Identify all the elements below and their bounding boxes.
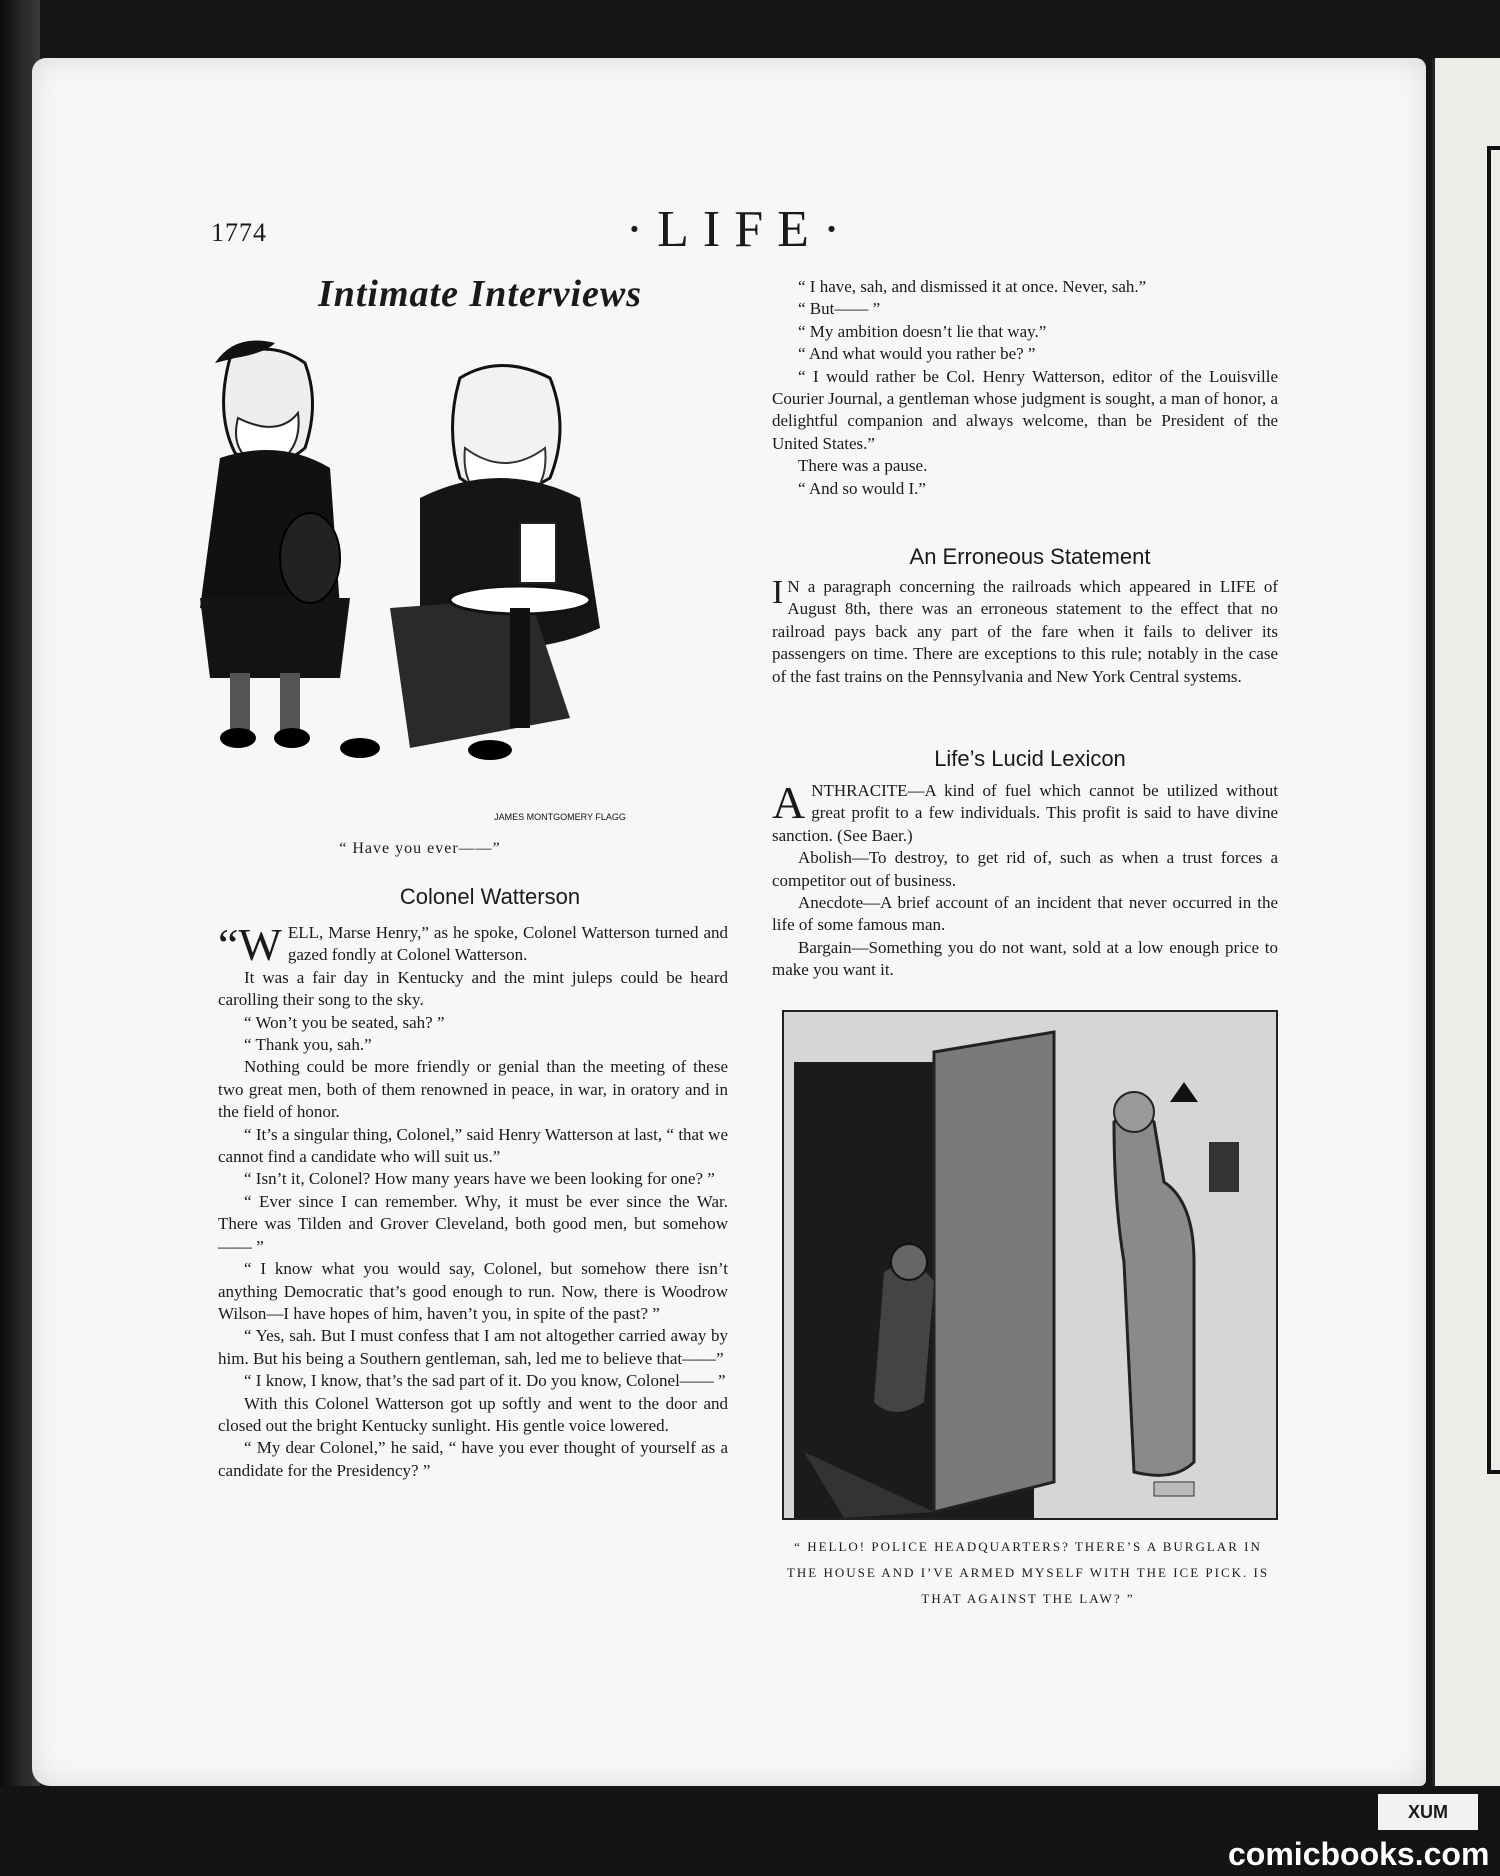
- paragraph: It was a fair day in Kentucky and the mint juleps could be heard carolling their song to the sky.: [218, 967, 728, 1010]
- paragraph: With this Colonel Watterson got up softly and went to the door and closed out the bright Kentucky sunlight. His gentle voice lowered.: [218, 1393, 728, 1435]
- watermark: comicbooks.com: [1228, 1836, 1490, 1872]
- paragraph: “ I know what you would say, Colonel, but somehow there isn’t anything Democratic that’s good enough to run. Now, there is Woodrow Wilson—I have hopes of him, haven’t you, in spite of the past? ”: [218, 1259, 728, 1323]
- paragraph: “ My dear Colonel,” he said, “ have you ever thought of yourself as a candidate for the Presidency? ”: [218, 1438, 728, 1480]
- section-title-erroneous: An Erroneous Statement: [909, 544, 1151, 569]
- paragraph: “ And so would I.”: [798, 478, 926, 498]
- paragraph: “ And what would you rather be? ”: [798, 344, 1036, 364]
- facing-page-edge: [1432, 58, 1500, 1786]
- seated-colonel-figure: [340, 366, 600, 761]
- erroneous-statement-text: I N a paragraph concerning the railroads which appeared in LIFE of August 8th, there was an erroneous statement to the effect that no railroad pays back any part of the fare when it fails to deliver its passengers on time. There are exceptions to this rule; notably in the case of the fast trains on the Pennsylvania and New York Central systems.: [772, 574, 1278, 686]
- standing-colonel-figure: [200, 341, 350, 749]
- paragraph: “ But—— ”: [798, 299, 881, 319]
- drop-cap-i: I: [772, 574, 784, 611]
- section-title-lexicon: Life’s Lucid Lexicon: [934, 746, 1126, 771]
- cartoon-signature: JAMES MONTGOMERY FLAGG: [494, 812, 626, 822]
- paragraph: “ Ever since I can remember. Why, it must be ever since the War. There was Tilden and Grover Cleveland, both good men, but somehow—— ”: [218, 1191, 728, 1256]
- article-title: Intimate Interviews: [317, 273, 643, 315]
- paragraph: “ My ambition doesn’t lie that way.”: [798, 321, 1047, 341]
- burglar-illustration: [782, 1010, 1278, 1520]
- paragraph: Nothing could be more friendly or genial than the meeting of these two great men, both of them renowned in peace, in war, in oratory and in the field of honor.: [218, 1057, 728, 1122]
- page-number: 1774: [211, 218, 267, 247]
- drop-cap-a: A: [772, 777, 806, 828]
- lexicon-entry: Abolish—To destroy, to get rid of, such as when a trust forces a competitor out of business.: [772, 848, 1278, 890]
- illustration-caption: “ HELLO! POLICE HEADQUARTERS? THERE’S A BURGLAR IN THE HOUSE AND I’VE ARMED MYSELF WITH THE ICE PICK. IS THAT AGAINST THE LAW? ”: [786, 1539, 1270, 1606]
- paragraph: “ Yes, sah. But I must confess that I am not altogether carried away by him. But his being a Southern gentleman, sah, led me to believe that——”: [218, 1326, 728, 1368]
- paragraph: There was a pause.: [798, 456, 928, 476]
- cartoon-caption: “ Have you ever——”: [339, 840, 501, 857]
- section-title-watterson: Colonel Watterson: [399, 884, 581, 909]
- paragraph: “ Won’t you be seated, sah? ”: [244, 1012, 445, 1032]
- paragraph: “ I have, sah, and dismissed it at once. Never, sah.”: [798, 277, 1147, 296]
- cartoon-two-colonels: [160, 338, 680, 826]
- paragraph: “ Thank you, sah.”: [244, 1035, 372, 1055]
- paragraph: “ It’s a singular thing, Colonel,” said Henry Watterson at last, “ that we cannot find a candidate who will suit us.”: [218, 1124, 728, 1167]
- drop-cap-w: “W: [218, 919, 282, 970]
- left-column-text: [218, 919, 728, 1482]
- opening-paragraph: “WELL, Marse Henry,” as he spoke, Colonel Watterson turned and gazed fondly at Colonel Watterson.: [218, 919, 728, 970]
- paragraph: “ I would rather be Col. Henry Watterson, editor of the Louisville Courier Journal, a gentleman whose judgment is sought, a man of honor, a delightful companion and always welcome, than be President of the United States.”: [772, 366, 1278, 453]
- lexicon-entry: Bargain—Something you do not want, sold at a low enough price to make you want it.: [772, 937, 1278, 980]
- scan-stamp: XUM: [1378, 1794, 1478, 1830]
- paragraph: “ Isn’t it, Colonel? How many years have we been looking for one? ”: [244, 1169, 715, 1189]
- lexicon-entry: Anecdote—A brief account of an incident that never occurred in the life of some famous man.: [772, 893, 1278, 935]
- lexicon-text: ANTHRACITE—A kind of fuel which cannot be utilized without great profit to a few individuals. This profit is said to have divine sanction. (See Baer.) Abolish—To destroy, to get rid of, such as when a trust forces a competitor out of business. Anecdote—A brief account of an incident that never occurred in the life of some famous man. Bargain—Something you do not want, sold at a low enough price to make you want it.: [772, 780, 1278, 982]
- right-column-continued: [772, 276, 1278, 500]
- magazine-title: ·LIFE·: [625, 201, 855, 258]
- paragraph: “ I know, I know, that’s the sad part of it. Do you know, Colonel—— ”: [244, 1371, 726, 1391]
